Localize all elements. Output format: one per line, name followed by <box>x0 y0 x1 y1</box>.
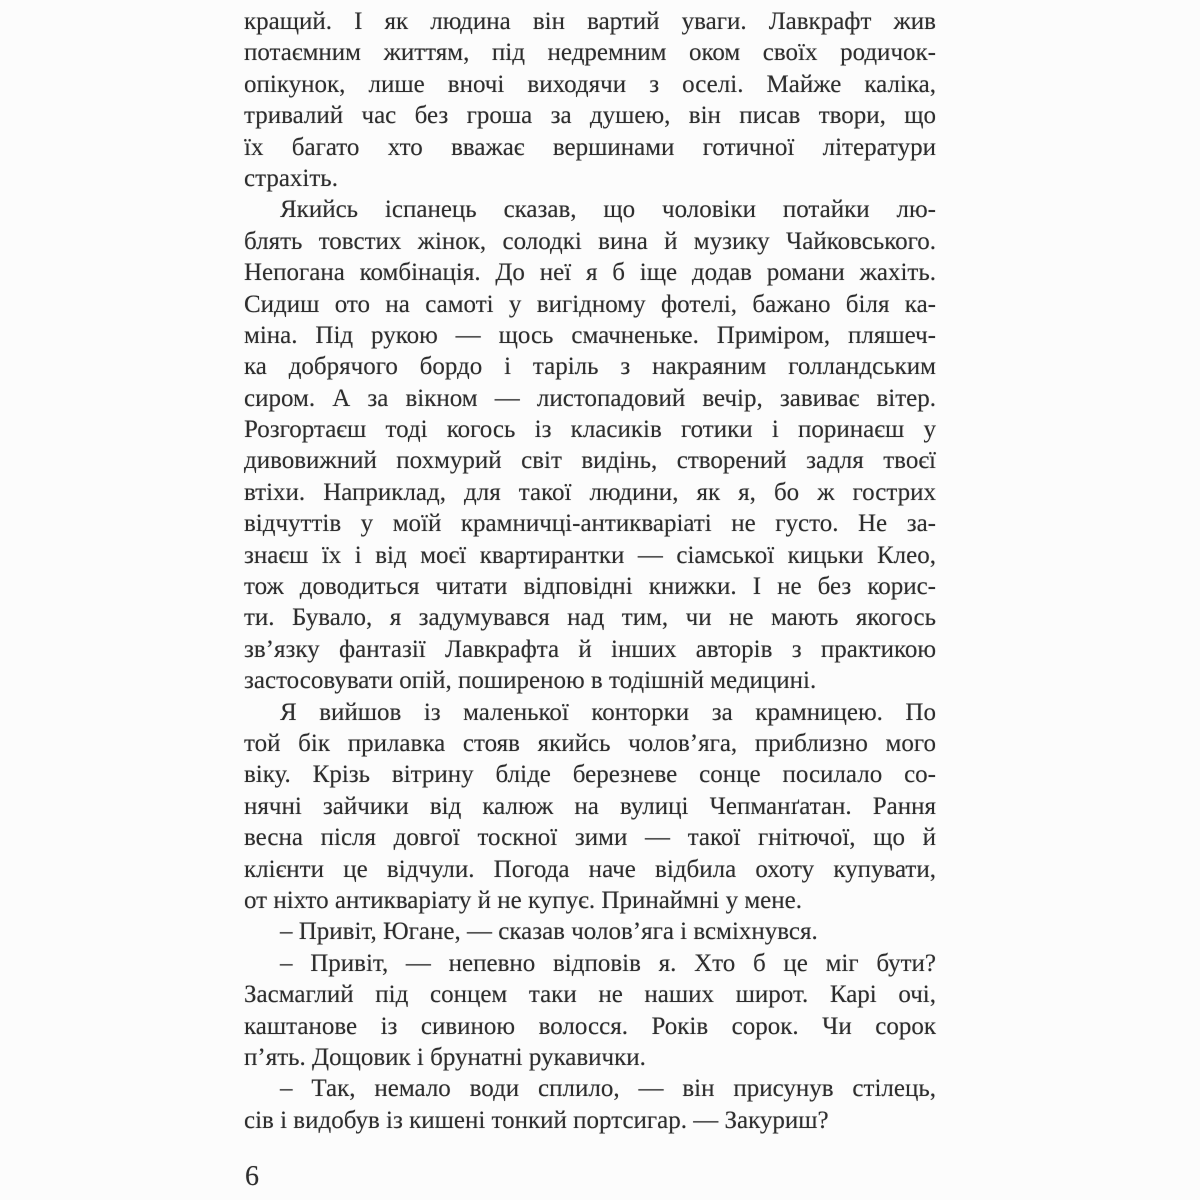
text-line: клієнти це відчули. Погода наче відбила охоту купувати, <box>244 855 936 883</box>
text-line: – Так, немало води сплило, — він присунув стілець, <box>280 1075 936 1103</box>
text-line: дивовижний похмурий світ видінь, створений задля твоєї <box>244 447 936 475</box>
text-line: сів і видобув із кишені тонкий портсигар. — Закуриш? <box>244 1106 829 1134</box>
text-line: ка добрячого бордо і таріль з накраяним голландським <box>244 353 936 381</box>
text-line: Непогана комбінація. До неї я б іще додав романи жахіть. <box>244 259 936 287</box>
text-line: от ніхто антикваріату й не купує. Принаймні у мене. <box>244 886 802 914</box>
page-number: 6 <box>245 1161 259 1192</box>
text-line: Якийсь іспанець сказав, що чоловіки потайки лю- <box>280 196 936 224</box>
text-line: блять товстих жінок, солодкі вина й музику Чайковського. <box>244 227 936 255</box>
text-line: нячні зайчики від калюж на вулиці Чепманґатан. Рання <box>244 792 936 820</box>
text-line: Сидиш ото на самоті у вигідному фотелі, бажано біля ка- <box>244 290 936 318</box>
text-line: віку. Крізь вітрину бліде березневе сонце посилало со- <box>244 761 936 789</box>
text-line: каштанове із сивиною волосся. Років сорок. Чи сорок <box>244 1012 936 1040</box>
text-line: весна після довгої тоскної зими — такої гнітючої, що й <box>244 824 936 852</box>
text-line: Розгортаєш тоді когось із класиків готики і поринаєш у <box>244 416 936 444</box>
text-line: опікунок, лише вночі виходячи з оселі. Майже каліка, <box>244 70 936 98</box>
text-line: застосовувати опій, поширеною в тодішній медицині. <box>244 667 817 695</box>
text-line: той бік прилавка стояв якийсь чолов’яга, приблизно мого <box>244 729 936 757</box>
text-line: – Привіт, — непевно відповів я. Хто б це міг бути? <box>280 949 936 977</box>
text-line: їх багато хто вважає вершинами готичної літератури <box>244 133 936 161</box>
text-line: страхіть. <box>244 164 338 192</box>
text-line: Я вийшов із маленької конторки за крамницею. По <box>280 698 936 726</box>
text-line: п’ять. Дощовик і брунатні рукавички. <box>244 1043 646 1071</box>
text-line: кращий. І як людина він вартий уваги. Лавкрафт жив <box>244 8 936 35</box>
text-line: тривалий час без гроша за душею, він писав твори, що <box>244 102 936 130</box>
text-line: – Привіт, Югане, — сказав чолов’яга і всміхнувся. <box>280 918 818 946</box>
text-line: міна. Під рукою — щось смачненьке. Приміром, пляшеч- <box>244 321 936 349</box>
text-line: відчуттів у моїй крамничці-антикваріаті не густо. Не за- <box>244 510 936 538</box>
text-line: зв’язку фантазії Лавкрафта й інших авторів з практикою <box>244 635 936 663</box>
text-block <box>244 6 936 1136</box>
text-line: знаєш їх і від моєї квартирантки — сіамської кицьки Клео, <box>244 541 936 569</box>
text-line: потаємним життям, під недремним оком своїх родичок- <box>244 39 936 67</box>
text-line: втіхи. Наприклад, для такої людини, як я, бо ж гострих <box>244 478 936 506</box>
text-line: тож доводиться читати відповідні книжки. І не без корис- <box>244 573 936 601</box>
text-line: ти. Бувало, я задумувався над тим, чи не мають якогось <box>244 604 936 632</box>
text-line: сиром. А за вікном — листопадовий вечір, завиває вітер. <box>244 384 936 412</box>
text-line: Засмаглий під сонцем таки не наших широт. Карі очі, <box>244 981 936 1009</box>
